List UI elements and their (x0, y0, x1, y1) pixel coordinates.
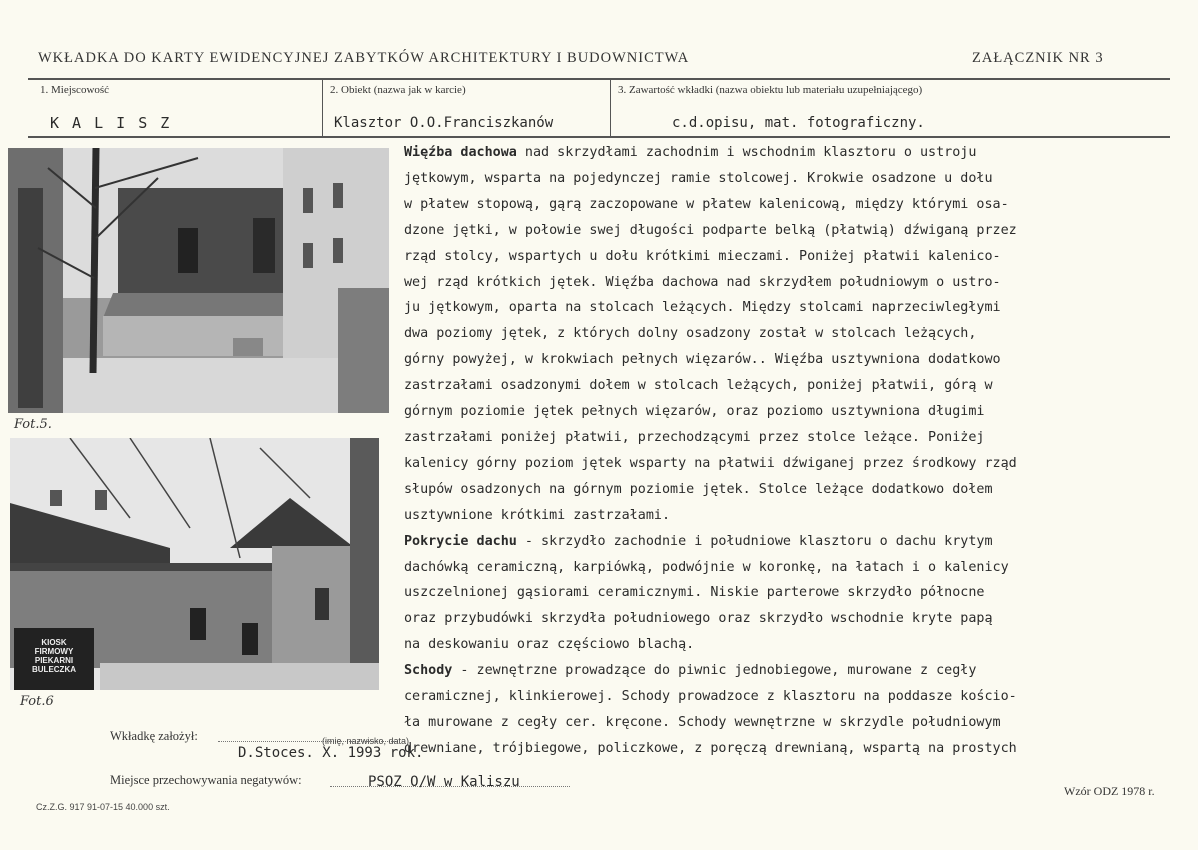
author-label: Wkładkę założył: (110, 729, 198, 743)
body-line: dwa poziomy jętek, z których dolny osadzony został w stolcach leżących, (404, 326, 977, 342)
body-line: Schody - zewnętrzne prowadzące do piwnic jednobiegowe, murowane z cegły (404, 663, 977, 679)
body-line: kalenicy górny poziom jętek wsparty na płatwii dźwiganej przez środkowy rząd (404, 455, 1017, 471)
contents-label: 3. Zawartość wkładki (nazwa obiektu lub materiału uzupełniającego) (618, 84, 923, 96)
photo1-caption: Fot.5. (14, 417, 52, 432)
body-line: górny powyżej, w krokwiach pełnych więzarów.. Więźba usztywniona dodatkowo (404, 352, 1001, 368)
body-line: dzone jętki, w połowie swej długości podparte belką (płatwią) dźwiganą przez (404, 222, 1017, 238)
storage-value: PSOZ O/W w Kaliszu (368, 774, 520, 790)
body-line: ła murowane z cegły cer. kręcone. Schody wewnętrzne w skrzydle południowym (404, 714, 1001, 730)
body-line: jętkowym, wsparta na pojedynczej ramie stolcowej. Krokwie osadzone u dołu (404, 170, 993, 186)
body-line: oraz przybudówki skrzydła południowego oraz skrzydło wschodnie kryte papą (404, 611, 993, 627)
field-divider-1 (322, 80, 323, 136)
photo2-caption: Fot.6 (20, 694, 54, 709)
kiosk-sign (14, 638, 94, 674)
object-value: Klasztor O.O.Franciszkanów (334, 115, 554, 131)
object-label: 2. Obiekt (nazwa jak w karcie) (330, 84, 466, 96)
body-line: Pokrycie dachu - skrzydło zachodnie i południowe klasztoru o dachu krytym (404, 533, 993, 549)
body-line: w płatew stopową, gąrą zaczopowane w płatew kalenicową, między którymi osa- (404, 196, 1009, 212)
field-divider-2 (610, 80, 611, 136)
body-line: zastrzałami osadzonymi dołem w stolcach leżących, poniżej płatwii, górą w (404, 378, 993, 394)
body-line: ceramicznej, klinkierowej. Schody prowadzoce z klasztoru na poddasze kościo- (404, 689, 1017, 705)
photo-courtyard (8, 148, 389, 413)
photo-rear-buildings (10, 438, 379, 690)
locality-label: 1. Miejscowość (40, 84, 110, 96)
body-line: ju jętkowym, oparta na stolcach leżących. Między stolcami naprzeciwległymi (404, 300, 1001, 316)
author-hint: (imię, nazwisko, data) (322, 736, 410, 746)
body-line: usztywnione krótkimi zastrzałami. (404, 507, 671, 523)
locality-value: K A L I S Z (50, 114, 172, 132)
contents-value: c.d.opisu, mat. fotograficzny. (672, 115, 925, 131)
kiosk-sign-line-3: PIEKARNI (34, 656, 74, 665)
body-line: rząd stolcy, wspartych u dołu krótkimi mieczami. Poniżej płatwii kalenico- (404, 248, 1001, 264)
header-rule (28, 78, 1170, 80)
kiosk-sign-line-4: BULECZKA (32, 665, 76, 674)
body-line: Więźba dachowa nad skrzydłami zachodnim i wschodnim klasztoru o ustroju (404, 145, 977, 160)
storage-label: Miejsce przechowywania negatywów: (110, 773, 302, 787)
body-line: zastrzałami poniżej płatwii, przechodzącymi przez stolce leżące. Poniżej (404, 429, 985, 445)
author-value: D.Stoces. X. 1993 rok. (238, 745, 424, 761)
body-line: dachówką ceramiczną, karpiówką, podwójnie w koronkę, na łatach i o kalenicy (404, 559, 1009, 575)
fields-rule (28, 136, 1170, 138)
body-line: słupów osadzonych na górnym poziomie jętek. Stolce leżące dodatkowo dołem (404, 481, 993, 497)
body-line: górnym poziomie jętek pełnych więzarów, oraz poziomo usztywniona długimi (404, 404, 985, 420)
form-version: Wzór ODZ 1978 r. (1064, 784, 1155, 798)
attachment-number: ZAŁĄCZNIK NR 3 (972, 50, 1104, 66)
print-info: Cz.Z.G. 917 91-07-15 40.000 szt. (36, 802, 170, 812)
form-title: WKŁADKA DO KARTY EWIDENCYJNEJ ZABYTKÓW ARCHITEKTURY I BUDOWNICTWA (38, 50, 690, 66)
description-text (404, 140, 1176, 762)
kiosk-sign-line-2: FIRMOWY (34, 647, 74, 656)
body-line: na deskowaniu oraz częściowo blachą. (404, 637, 695, 653)
body-line: drewniane, trójbiegowe, policzkowe, z poręczą drewnianą, wspartą na prostych (404, 740, 1017, 756)
body-line: wej rząd krótkich jętek. Więźba dachowa nad skrzydłem południowym o ustro- (404, 274, 1001, 290)
body-line: uszczelnionej gąsiorami ceramicznymi. Niskie parterowe skrzydło północne (404, 585, 985, 601)
kiosk-sign-line-1: KIOSK (41, 638, 67, 647)
